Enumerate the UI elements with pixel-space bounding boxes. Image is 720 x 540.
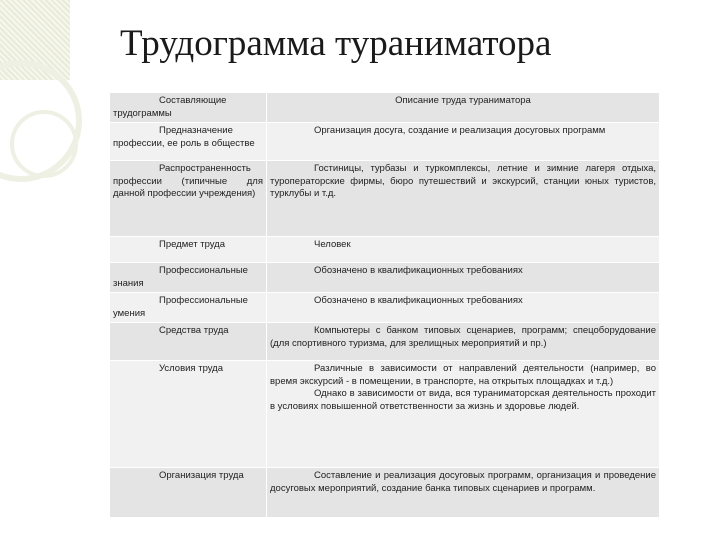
row-label: Предназначение профессии, ее роль в обществе: [110, 123, 267, 161]
row-label: Распространенность профессии (типичные для данной профессии учреждения): [110, 161, 267, 237]
header-cell-description: Описание труда тураниматора: [267, 93, 660, 123]
row-value: Обозначено в квалификационных требованиях: [267, 263, 660, 293]
table-header-row: [110, 93, 660, 123]
table-row: [110, 237, 660, 263]
header-cell-components: Составляющие трудограммы: [110, 93, 267, 123]
table-row: [110, 468, 660, 518]
row-value-paragraph: Различные в зависимости от направлений деятельности (например, во время экскурсий - в помещении, в транспорте, на открытых площадках и т.д.): [270, 363, 656, 387]
row-value: Обозначено в квалификационных требованиях: [267, 293, 660, 323]
decorative-ring-small: [10, 110, 78, 178]
row-value: Человек: [267, 237, 660, 263]
row-value: [267, 361, 660, 468]
row-label: Профессиональные умения: [110, 293, 267, 323]
slide-title: Трудограмма тураниматора: [120, 23, 552, 64]
row-label: Условия труда: [110, 361, 267, 468]
row-value: Гостиницы, турбазы и туркомплексы, летние и зимние лагеря отдыха, туроператорские фирмы, бюро путешествий и экскурсий, станции юных туристов, турклубы и т.д.: [267, 161, 660, 237]
table-row: [110, 323, 660, 361]
table-row: [110, 293, 660, 323]
table-row: [110, 123, 660, 161]
table-row: [110, 263, 660, 293]
decorative-corner: [0, 0, 100, 540]
row-label: Предмет труда: [110, 237, 267, 263]
row-value-paragraph: Однако в зависимости от вида, вся тураниматорская деятельность проходит в условиях повышенной ответственности за жизнь и здоровье людей.: [270, 388, 656, 412]
row-label: Профессиональные знания: [110, 263, 267, 293]
row-value: Компьютеры с банком типовых сценариев, программ; спецоборудование (для спортивного туризма, для зрелищных мероприятий и пр.): [267, 323, 660, 361]
row-value: Составление и реализация досуговых программ, организация и проведение досуговых мероприятий, создание банка типовых сценариев и программ.: [267, 468, 660, 518]
table-row: [110, 361, 660, 468]
table-row: [110, 161, 660, 237]
row-value: Организация досуга, создание и реализация досуговых программ: [267, 123, 660, 161]
row-label: Средства труда: [110, 323, 267, 361]
work-description-table: [110, 93, 660, 518]
row-label: Организация труда: [110, 468, 267, 518]
